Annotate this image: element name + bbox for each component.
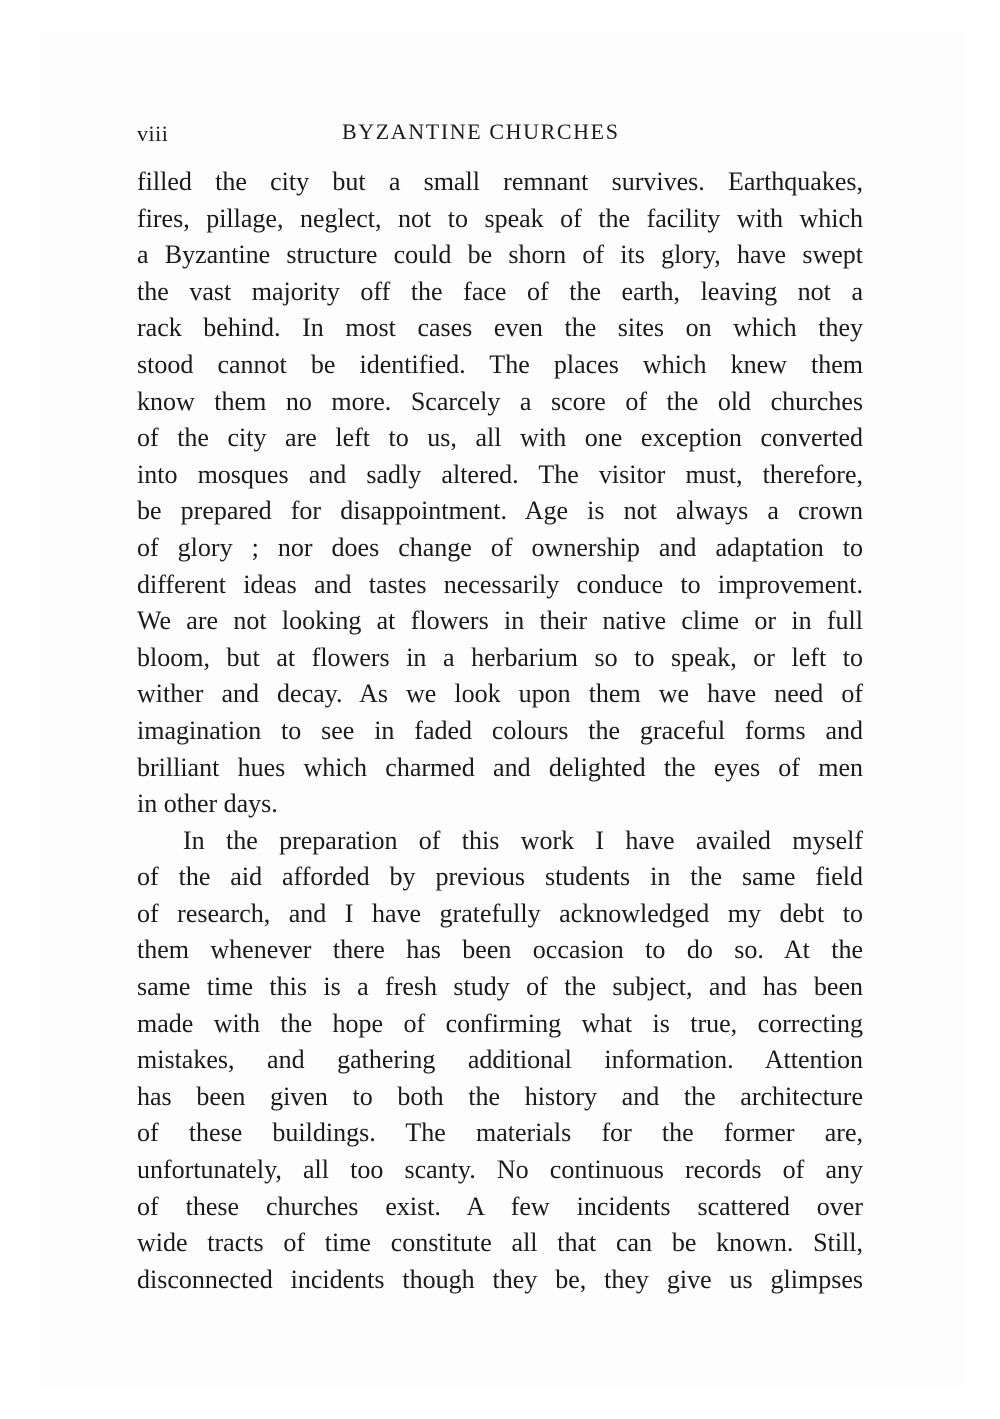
text-line: into mosques and sadly altered. The visitor must, therefore, xyxy=(137,459,863,489)
text-line: stood cannot be identified. The places which knew them xyxy=(137,349,863,379)
text-line: of the aid afforded by previous students in the same field xyxy=(137,862,863,892)
text-line: the vast majority off the face of the earth, leaving not a xyxy=(137,276,863,306)
text-line: mistakes, and gathering additional information. Attention xyxy=(137,1045,863,1075)
text-line: of these churches exist. A few incidents scattered over xyxy=(137,1191,863,1221)
page-number: viii xyxy=(137,121,169,146)
body-text xyxy=(137,164,863,1298)
text-line: disconnected incidents though they be, they give us glimpses xyxy=(137,1264,863,1294)
text-line: be prepared for disappointment. Age is not always a crown xyxy=(137,496,863,526)
text-line: brilliant hues which charmed and delighted the eyes of men xyxy=(137,752,863,782)
text-line: made with the hope of confirming what is true, correcting xyxy=(137,1008,863,1038)
text-line: of the city are left to us, all with one exception converted xyxy=(137,423,863,453)
text-line: different ideas and tastes necessarily conduce to improvement. xyxy=(137,569,863,599)
text-line: know them no more. Scarcely a score of the old churches xyxy=(137,386,863,416)
text-line: wither and decay. As we look upon them we have need of xyxy=(137,679,863,709)
text-line: of glory ; nor does change of ownership and adaptation to xyxy=(137,532,863,562)
running-head xyxy=(137,117,863,151)
text-line: of these buildings. The materials for the former are, xyxy=(137,1118,863,1148)
text-line: In the preparation of this work I have availed myself xyxy=(183,825,863,855)
text-line: them whenever there has been occasion to do so. At the xyxy=(137,935,863,965)
text-line: a Byzantine structure could be shorn of its glory, have swept xyxy=(137,240,863,270)
paragraph-1 xyxy=(137,164,863,823)
text-line: of research, and I have gratefully acknowledged my debt to xyxy=(137,898,863,928)
text-line: bloom, but at flowers in a herbarium so to speak, or left to xyxy=(137,642,863,672)
text-line: same time this is a fresh study of the subject, and has been xyxy=(137,972,863,1002)
paragraph-2 xyxy=(137,823,863,1299)
text-line: We are not looking at flowers in their native clime or in full xyxy=(137,606,863,636)
text-line: imagination to see in faded colours the graceful forms and xyxy=(137,715,863,745)
text-line: wide tracts of time constitute all that can be known. Still, xyxy=(137,1228,863,1258)
text-line: filled the city but a small remnant survives. Earthquakes, xyxy=(137,167,863,196)
text-line: unfortunately, all too scanty. No continuous records of any xyxy=(137,1155,863,1185)
text-line: has been given to both the history and the architecture xyxy=(137,1081,863,1111)
text-line: in other days. xyxy=(137,789,278,819)
text-line: fires, pillage, neglect, not to speak of the facility with which xyxy=(137,203,863,233)
text-line: rack behind. In most cases even the sites on which they xyxy=(137,313,863,343)
running-title: BYZANTINE CHURCHES xyxy=(342,119,620,144)
